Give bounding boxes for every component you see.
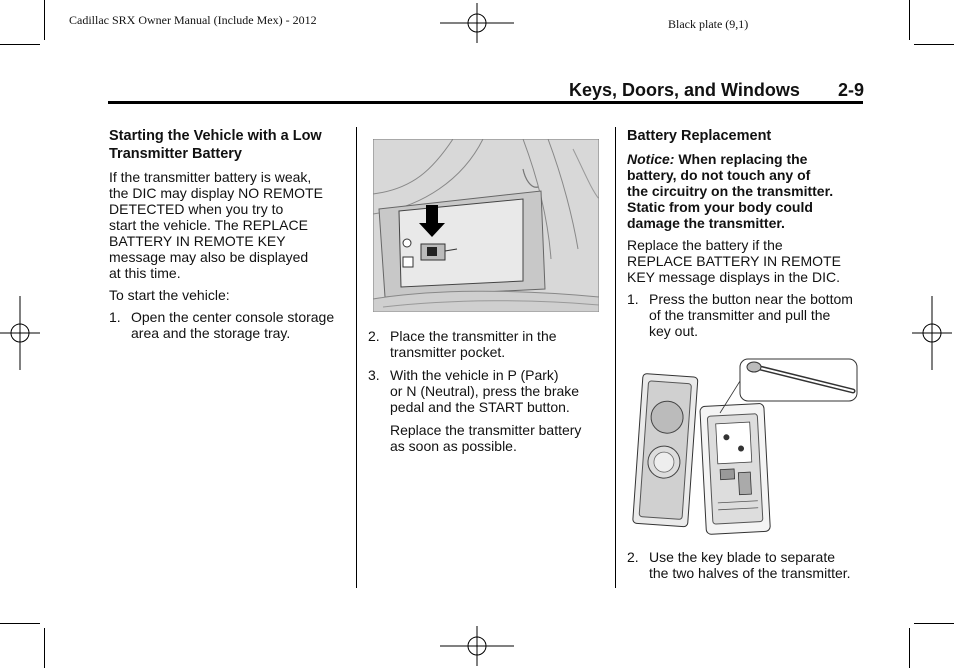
registration-mark-left [0, 296, 40, 370]
list-note [368, 422, 604, 454]
column-divider [615, 127, 616, 588]
section-title: Keys, Doors, and Windows [569, 80, 800, 100]
crop-mark [0, 623, 40, 624]
transmitter-illustration [628, 357, 860, 542]
list-number: 1. [627, 291, 639, 307]
notice [627, 151, 867, 231]
page-number: 2-9 [838, 80, 865, 100]
crop-mark [44, 628, 45, 668]
column-divider [356, 127, 357, 588]
console-illustration [373, 139, 599, 312]
list-text: With the vehicle in P (Park) or N (Neutral), press the brake pedal and the START button. [390, 367, 580, 415]
manual-title: Cadillac SRX Owner Manual (Include Mex) - 2012 [69, 13, 317, 27]
paragraph: If the transmitter battery is weak, the DIC may display NO REMOTE DETECTED when you try to start the vehicle. The REPLACE BATTERY IN REMOTE KEY message may also be displayed at this time. [109, 169, 323, 281]
list-item [368, 367, 604, 415]
paragraph: Replace the battery if the REPLACE BATTERY IN REMOTE KEY message displays in the DIC. [627, 237, 841, 285]
header-rule [108, 101, 863, 104]
crop-mark [909, 628, 910, 668]
list-item [627, 549, 867, 581]
list-number: 2. [368, 328, 380, 344]
list-number: 2. [627, 549, 639, 565]
registration-mark-top [440, 3, 514, 43]
registration-mark-right [912, 296, 952, 370]
list-number: 1. [109, 309, 121, 325]
list-item [368, 328, 604, 360]
heading-low-battery: Starting the Vehicle with a Low Transmitter Battery [109, 128, 322, 162]
list-text: Open the center console storage area and the storage tray. [131, 309, 335, 341]
column-3 [627, 127, 867, 346]
registration-mark-bottom [440, 626, 514, 666]
heading-battery-replacement: Battery Replacement [627, 128, 772, 144]
crop-mark [909, 0, 910, 40]
list-text: Replace the transmitter battery as soon as possible. [390, 422, 582, 454]
paragraph: To start the vehicle: [109, 287, 230, 303]
crop-mark [914, 623, 954, 624]
list-number: 3. [368, 367, 380, 383]
list-text: Place the transmitter in the transmitter pocket. [390, 328, 557, 360]
column-3-continued [627, 549, 867, 588]
notice-label: Notice: [627, 151, 675, 167]
crop-mark [44, 0, 45, 40]
plate-label: Black plate (9,1) [668, 17, 749, 31]
column-1 [109, 127, 349, 348]
list-text: Press the button near the bottom of the transmitter and pull the key out. [649, 291, 853, 339]
list-item [109, 309, 349, 341]
list-text: Use the key blade to separate the two halves of the transmitter. [649, 549, 851, 581]
notice-text: When replacing the battery, do not touch any of the circuitry on the transmitter. Static from your body could damage the transmitter. [627, 151, 834, 231]
crop-mark [914, 44, 954, 45]
list-item [627, 291, 867, 339]
column-2 [368, 328, 604, 461]
crop-mark [0, 44, 40, 45]
